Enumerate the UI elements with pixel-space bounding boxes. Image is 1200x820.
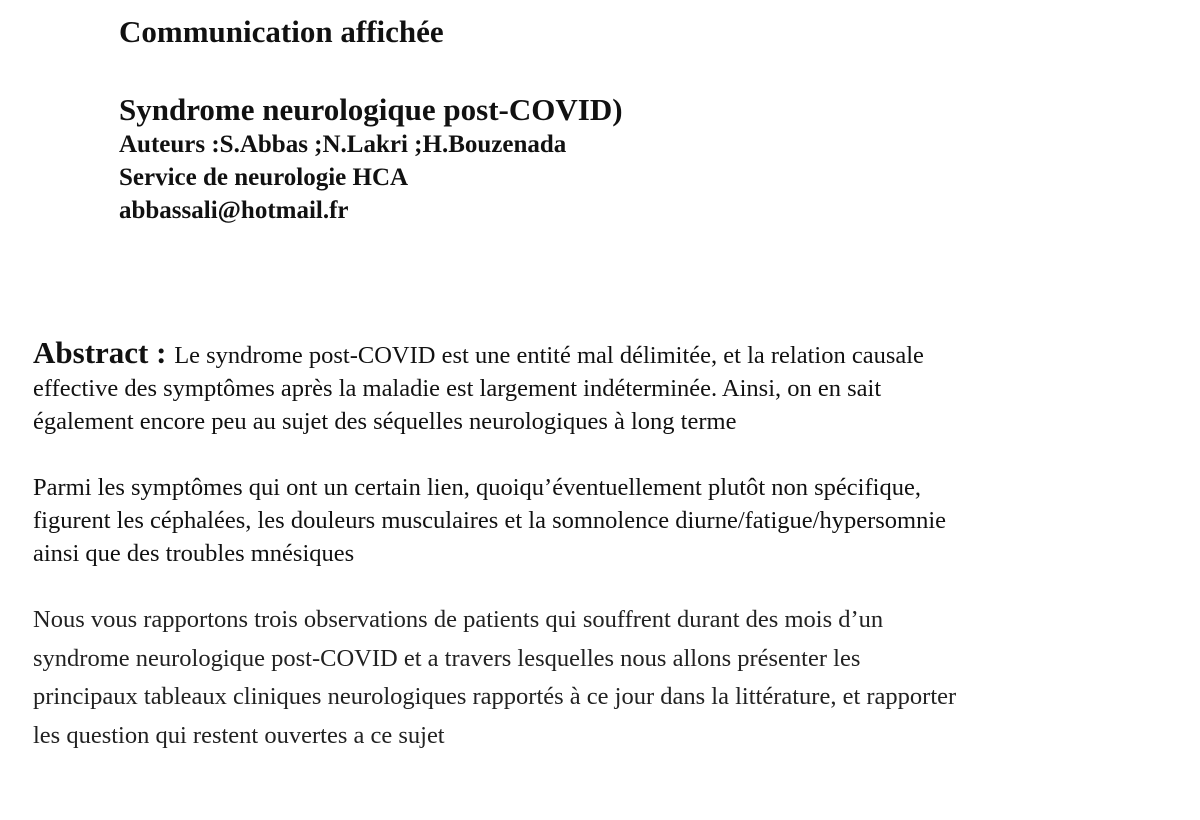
abstract-line: Nous vous rapportons trois observations de patients qui souffrent durant des mois d’un — [33, 606, 884, 633]
abstract-line: syndrome neurologique post-COVID et a travers lesquelles nous allons présenter les — [33, 644, 861, 672]
authors-line: Auteurs :S.Abbas ;N.Lakri ;H.Bouzenada — [119, 131, 567, 158]
abstract-paragraph-3 — [33, 601, 1173, 755]
abstract-line: ainsi que des troubles mnésiques — [33, 540, 355, 567]
abstract-paragraph-1 — [33, 336, 1173, 438]
abstract-line: principaux tableaux cliniques neurologiques rapportés à ce jour dans la littérature, et rapporter — [33, 683, 957, 710]
abstract-line: également encore peu au sujet des séquelles neurologiques à long terme — [33, 408, 737, 435]
abstract-label: Abstract : — [33, 335, 175, 370]
abstract-section — [33, 336, 1173, 755]
abstract-paragraph-2 — [33, 471, 1173, 570]
document-header — [119, 14, 623, 227]
communication-type: Communication affichée — [119, 14, 444, 49]
abstract-line: les question qui restent ouvertes a ce sujet — [33, 721, 445, 749]
email-line: abbassali@hotmail.fr — [119, 197, 349, 224]
document-title: Syndrome neurologique post-COVID) — [119, 92, 623, 127]
abstract-text: Le syndrome post-COVID est une entité mal délimitée, et la relation causale — [174, 342, 924, 369]
abstract-line: effective des symptômes après la maladie est largement indéterminée. Ainsi, on en sait — [33, 375, 882, 402]
abstract-line: Parmi les symptômes qui ont un certain lien, quoiqu’éventuellement plutôt non spécifique, — [33, 474, 921, 501]
abstract-line: figurent les céphalées, les douleurs musculaires et la somnolence diurne/fatigue/hypersomnie — [33, 507, 947, 534]
abstract-line — [33, 336, 1173, 372]
service-line: Service de neurologie HCA — [119, 164, 409, 191]
